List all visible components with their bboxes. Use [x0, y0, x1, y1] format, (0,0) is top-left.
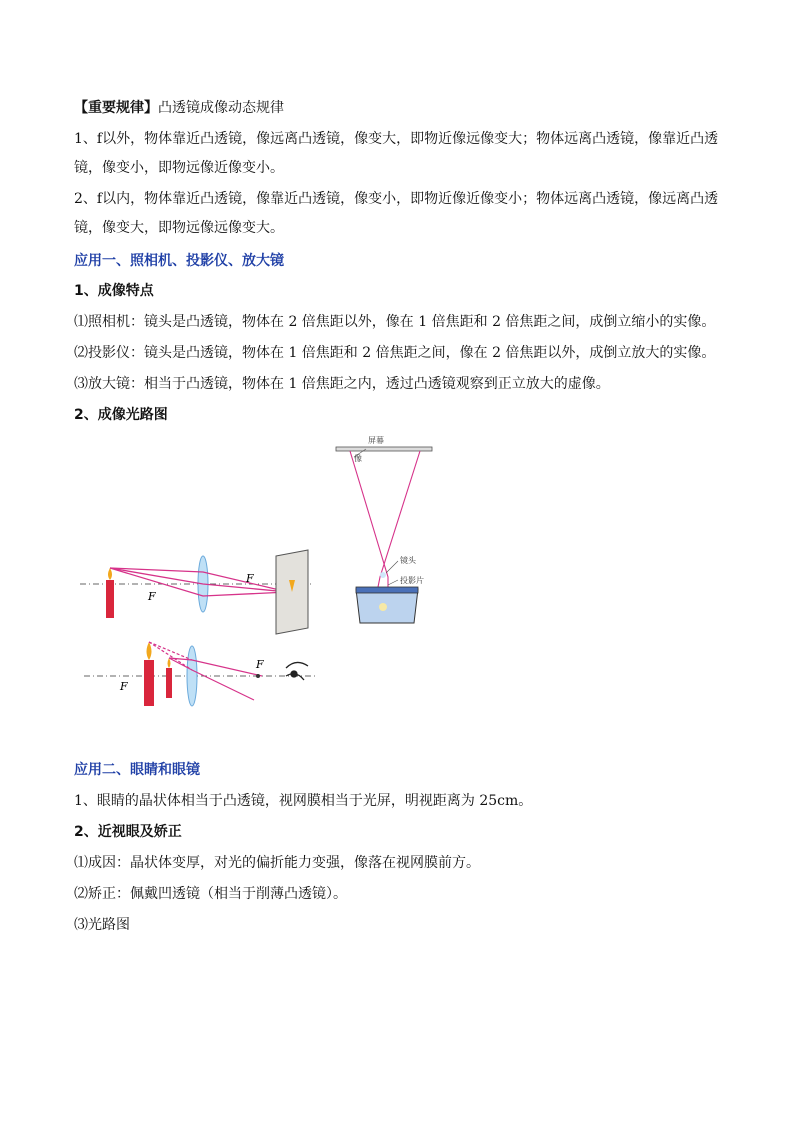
focal-label-left: F — [120, 680, 128, 693]
rule-heading — [74, 98, 284, 118]
app2-item-correction: ⑵矫正：佩戴凹透镜（相当于削薄凸透镜）。 — [74, 886, 347, 902]
candle-object — [106, 580, 114, 618]
app1-title: 照相机、投影仪、放大镜 — [130, 253, 284, 269]
rule-tag: 【重要规律】 — [74, 100, 158, 116]
object-candle — [166, 668, 172, 698]
app1-heading — [74, 251, 284, 271]
app2-item-cause: ⑴成因：晶状体变厚，对光的偏折能力变强，像落在视网膜前方。 — [74, 855, 480, 871]
rule-title: 凸透镜成像动态规律 — [158, 100, 284, 116]
app1-item-projector: ⑵投影仪：镜头是凸透镜，物体在 1 倍焦距和 2 倍焦距之间，像在 2 倍焦距以外，成倒立放大的实像。 — [74, 345, 716, 361]
camera-ray-diagram — [76, 548, 316, 638]
candle-flame — [108, 568, 112, 580]
app1-item-camera: ⑴照相机：镜头是凸透镜，物体在 2 倍焦距以外，像在 1 倍焦距和 2 倍焦距之间，成倒立缩小的实像。 — [74, 314, 716, 330]
eye-icon — [286, 662, 308, 680]
magnifier-lens — [187, 646, 197, 706]
app1-item-magnifier: ⑶放大镜：相当于凸透镜，物体在 1 倍焦距之内，透过凸透镜观察到正立放大的虚像。 — [74, 376, 610, 392]
app2-item-diagram: ⑶光路图 — [74, 917, 130, 933]
virtual-image-candle — [144, 660, 154, 706]
magnifier-ray-diagram — [82, 636, 322, 708]
rule-p1-line1: 1、f以外，物体靠近凸透镜，像远离凸透镜，像变大，即物近像远像变大；物体远离凸透镜，像靠近凸透 — [74, 131, 719, 147]
app2-p1: 1、眼睛的晶状体相当于凸透镜，视网膜相当于光屏，明视距离为 25cm。 — [74, 793, 533, 809]
app2-section2-head: 2、近视眼及娇正 — [74, 824, 182, 840]
lens-label: 镜头 — [400, 556, 416, 565]
app2-heading — [74, 760, 200, 780]
projector-rays — [350, 451, 420, 587]
magnifier-rays — [149, 642, 262, 700]
screen-label: 屏幕 — [368, 436, 384, 445]
image-label: 像 — [354, 454, 362, 463]
slide-label: 投影片 — [400, 576, 424, 585]
projector-ray-diagram — [328, 437, 448, 627]
rule-p2-line2: 镜，像变大，即物远像远像变大。 — [74, 220, 284, 236]
rule-p1-line2: 镜，像变小，即物远像近像变小。 — [74, 160, 284, 176]
projection-screen — [336, 447, 432, 451]
app1-section1-head: 1、成像特点 — [74, 283, 154, 299]
focal-label-left: F — [148, 590, 156, 603]
projector-body — [356, 589, 418, 623]
app1-prefix: 应用一、 — [74, 253, 130, 269]
app2-title: 眼睛和眼镜 — [130, 762, 200, 778]
app2-prefix: 应用二、 — [74, 762, 130, 778]
focal-label-right: F — [256, 658, 264, 671]
focal-label-right: F — [246, 572, 254, 585]
app1-section2-head: 2、成像光路图 — [74, 407, 168, 423]
rule-p2-line1: 2、f以内，物体靠近凸透镜，像靠近凸透镜，像变小，即物近像近像变小；物体远离凸透镜，像远离凸透 — [74, 191, 719, 207]
